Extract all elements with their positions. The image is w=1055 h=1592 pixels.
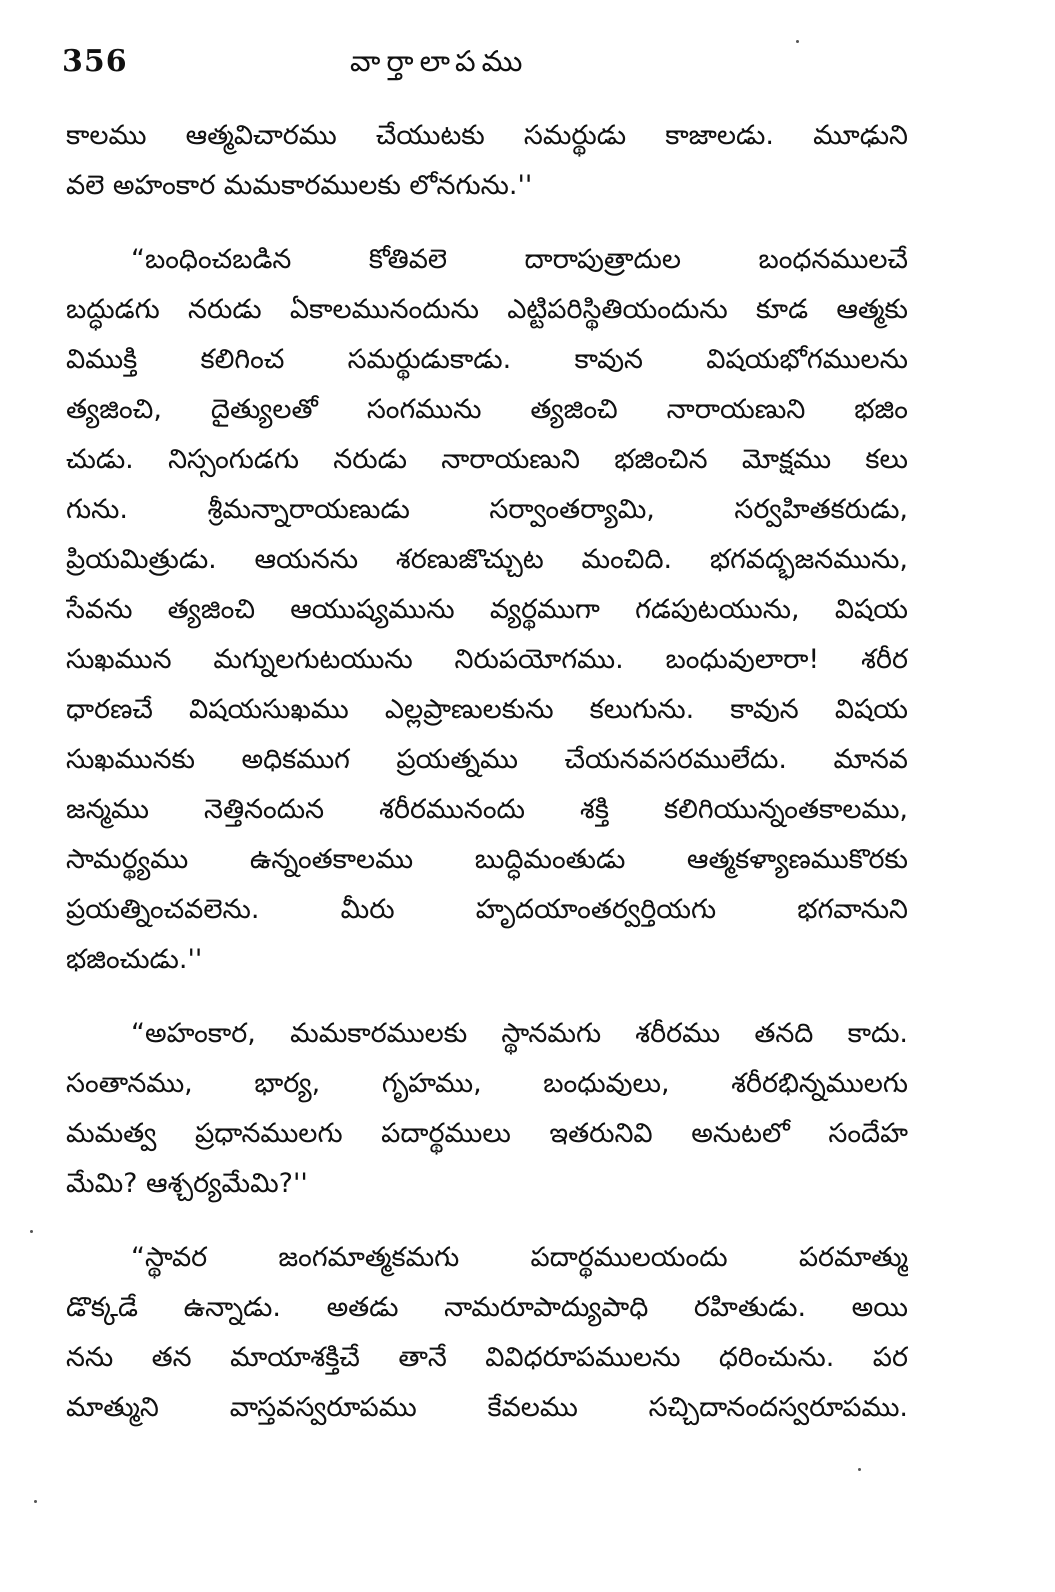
scan-speck <box>30 1230 33 1233</box>
paragraph <box>66 1240 908 1440</box>
text-line: “స్థావర జంగమాత్మకమగు పదార్థములయందు పరమాత్ము <box>131 1242 908 1273</box>
text-line: జన్మము నెత్తినందున శరీరమునందు శక్తి కలిగియున్నంతకాలము, <box>66 794 908 825</box>
text-line: “అహంకార, మమకారములకు స్థానమగు శరీరము తనది కాదు. <box>131 1018 908 1049</box>
scan-speck <box>858 1468 861 1471</box>
text-line: నను తన మాయాశక్తిచే తానే వివిధరూపములను ధరించును. పర <box>66 1342 908 1373</box>
text-line: సంతానము, భార్య, గృహము, బంధువులు, శరీరభిన్నములగు <box>66 1068 908 1099</box>
scan-speck <box>34 1500 37 1503</box>
running-title: వార్తాలాపము <box>350 44 529 78</box>
text-line: మేమి? ఆశ్చర్యమేమి?'' <box>66 1168 308 1199</box>
text-line: బద్ధుడగు నరుడు ఏకాలమునందును ఎట్టిపరిస్థితియందును కూడ ఆత్మకు <box>66 294 908 325</box>
text-line: డొక్కడే ఉన్నాడు. అతడు నామరూపాద్యుపాధి రహితుడు. అయి <box>66 1292 908 1323</box>
body-text <box>66 118 908 1440</box>
paragraph <box>66 1016 908 1216</box>
text-line: కాలము ఆత్మవిచారము చేయుటకు సమర్థుడు కాజాలడు. మూఢుని <box>66 120 908 151</box>
text-line: సామర్థ్యము ఉన్నంతకాలము బుద్ధిమంతుడు ఆత్మకళ్యాణముకొరకు <box>66 844 908 875</box>
text-line: గును. శ్రీమన్నారాయణుడు సర్వాంతర్యామి, సర్వహితకరుడు, <box>66 494 908 525</box>
text-line: చుడు. నిస్సంగుడగు నరుడు నారాయణుని భజించిన మోక్షము కలు <box>66 444 908 475</box>
text-line: త్యజించి, దైత్యులతో సంగమును త్యజించి నారాయణుని భజిం <box>66 394 908 425</box>
text-line: “బంధించబడిన కోతివలె దారాపుత్రాదుల బంధనములచే <box>131 244 908 275</box>
text-line: మమత్వ ప్రధానములగు పదార్థములు ఇతరునివి అనుటలో సందేహ <box>66 1118 908 1149</box>
paragraph <box>66 118 908 218</box>
paragraph <box>66 242 908 992</box>
text-line: మాత్ముని వాస్తవస్వరూపము కేవలము సచ్చిదానందస్వరూపము. <box>66 1392 908 1423</box>
text-line: సుఖమున మగ్నులగుటయును నిరుపయోగము. బంధువులారా! శరీర <box>66 644 908 675</box>
text-line: విముక్తి కలిగించ సమర్థుడుకాడు. కావున విషయభోగములను <box>66 344 908 375</box>
text-line: సేవను త్యజించి ఆయుష్యమును వ్యర్థముగా గడపుటయును, విషయ <box>66 594 908 625</box>
text-line: సుఖమునకు అధికముగ ప్రయత్నము చేయనవసరములేదు. మానవ <box>66 744 908 775</box>
text-line: వలె అహంకార మమకారములకు లోనగును.'' <box>66 170 533 201</box>
text-line: భజించుడు.'' <box>66 944 203 975</box>
page-number: 356 <box>62 44 128 79</box>
scan-speck <box>796 40 799 43</box>
text-line: ప్రయత్నించవలెను. మీరు హృదయాంతర్వర్తియగు భగవానుని <box>66 894 908 925</box>
text-line: ప్రియమిత్రుడు. ఆయనను శరణుజొచ్చుట మంచిది. భగవద్భజనమును, <box>66 544 908 575</box>
text-line: ధారణచే విషయసుఖము ఎల్లప్రాణులకును కలుగును. కావున విషయ <box>66 694 908 725</box>
